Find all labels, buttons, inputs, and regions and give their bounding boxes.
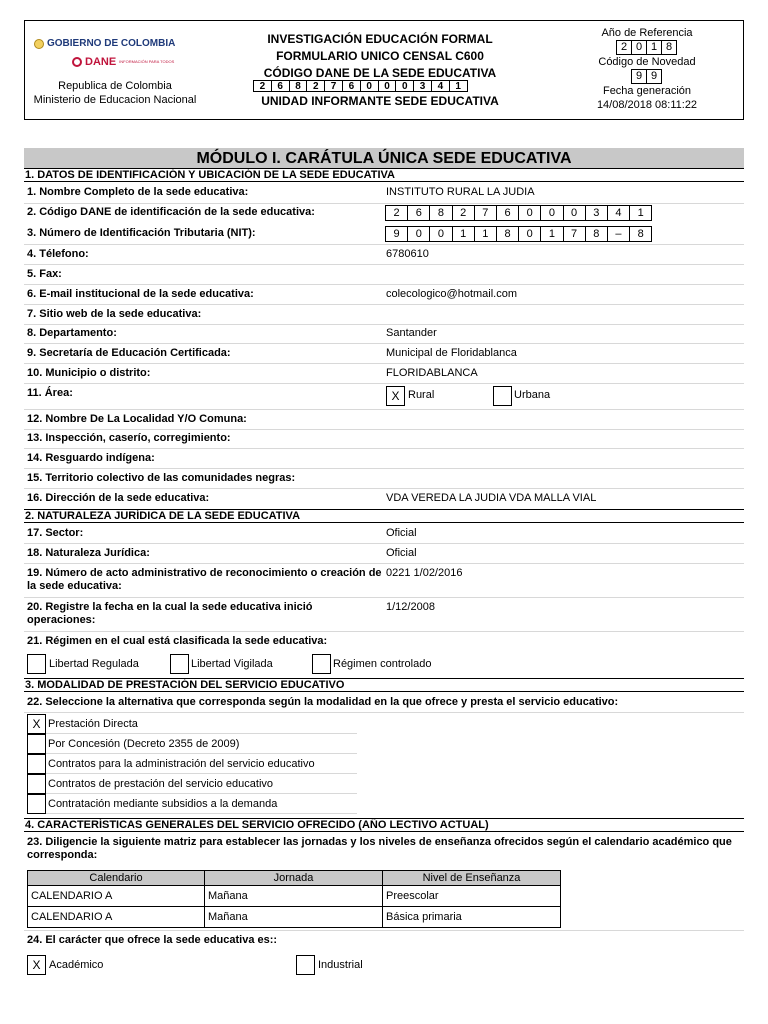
f4-value: 6780610 (386, 248, 429, 260)
row-divider (24, 304, 744, 305)
row-divider (24, 363, 744, 364)
nit-digit-cell: 0 (429, 226, 452, 242)
modalidad-checkbox[interactable] (27, 754, 46, 774)
dane-digit-cell: 6 (342, 80, 361, 92)
dane-digit-cell: 0 (360, 80, 379, 92)
nit-digit-cell: 8 (585, 226, 608, 242)
f12-label: 12. Nombre De La Localidad Y/O Comuna: (27, 413, 247, 425)
dane-digit-cell: 3 (585, 205, 608, 221)
title-unidad: UNIDAD INFORMANTE SEDE EDUCATIVA (261, 94, 499, 108)
cell-nivel: Preescolar (383, 886, 561, 907)
title-codigo: CÓDIGO DANE DE LA SEDE EDUCATIVA (263, 66, 497, 80)
list-item (27, 734, 357, 754)
col-jornada: Jornada (205, 871, 383, 886)
f19-label: 19. Número de acto administrativo de reconocimiento o creación de la sede educativa: (27, 567, 382, 592)
f24-label: 24. El carácter que ofrece la sede educativa es:: (27, 934, 278, 946)
f15-label: 15. Territorio colectivo de las comunidades negras: (27, 472, 296, 484)
dane-digit-cell: 8 (429, 205, 452, 221)
f5-label: 5. Fax: (27, 268, 62, 280)
dane-digit-cell: 3 (413, 80, 432, 92)
modalidad-checkbox[interactable] (27, 734, 46, 754)
dane-digit-cell: 8 (289, 80, 308, 92)
fecha-value: 14/08/2018 08:11:22 (596, 99, 698, 111)
nit-digit-cell: – (607, 226, 630, 242)
seal-icon (34, 39, 44, 49)
f22-label: 22. Seleccione la alternativa que corresponda según la modalidad en la que ofrece y presta el servicio educativo: (27, 696, 619, 708)
cell-nivel: Básica primaria (383, 907, 561, 928)
dane-digit-cell: 2 (385, 205, 408, 221)
f17-label: 17. Sector: (27, 527, 84, 539)
row-divider (24, 429, 744, 430)
list-item (27, 714, 357, 734)
f10-label: 10. Municipio o distrito: (27, 367, 151, 379)
f2-label: 2. Código DANE de identificación de la sede educativa: (27, 206, 315, 218)
f11-label: 11. Área: (27, 387, 73, 399)
libertad-regulada-checkbox[interactable] (27, 654, 46, 674)
nit-digit-cell: 0 (518, 226, 541, 242)
row-divider (24, 631, 744, 632)
libertad-regulada-label: Libertad Regulada (49, 658, 139, 670)
novedad-digit-box: 9 (646, 69, 662, 84)
list-item (27, 794, 357, 814)
novedad-label: Código de Novedad (598, 56, 696, 68)
f17-value: Oficial (386, 527, 417, 539)
header-dane-code (254, 80, 468, 92)
row-divider (24, 563, 744, 564)
modalidad-label: Prestación Directa (48, 718, 138, 730)
f16-value: VDA VEREDA LA JUDIA VDA MALLA VIAL (386, 492, 597, 504)
row-divider (24, 343, 744, 344)
f20-value: 1/12/2008 (386, 601, 435, 613)
dane-digit-cell: 1 (449, 80, 468, 92)
f23-label: 23. Diligencie la siguiente matriz para establecer las jornadas y los niveles de enseñanza ofrecidos según el calendario académico que corresponda: (27, 836, 732, 861)
dane-digit-cell: 1 (629, 205, 652, 221)
f1-value: INSTITUTO RURAL LA JUDIA (386, 186, 535, 198)
row-divider (24, 324, 744, 325)
dane-digit-cell: 7 (324, 80, 343, 92)
nit-digit-cell: 1 (452, 226, 475, 242)
row-divider (24, 203, 744, 204)
dane-digit-cell: 6 (496, 205, 519, 221)
f21-label: 21. Régimen en el cual está clasificada la sede educativa: (27, 635, 328, 647)
f6-label: 6. E-mail institucional de la sede educativa: (27, 288, 254, 300)
modalidad-checkbox[interactable]: X (27, 714, 46, 734)
republica-text: Republica de Colombia (58, 80, 172, 92)
col-calendario: Calendario (28, 871, 205, 886)
form-titles (250, 31, 510, 82)
nit-digit-cell: 1 (474, 226, 497, 242)
list-item (27, 754, 357, 774)
fecha-label: Fecha generación (602, 85, 692, 97)
dane-digit-cell: 0 (395, 80, 414, 92)
row-divider (24, 712, 744, 713)
regimen-controlado-checkbox[interactable] (312, 654, 331, 674)
row-divider (24, 284, 744, 285)
regimen-controlado-label: Régimen controlado (333, 658, 432, 670)
ministerio-text: Ministerio de Educacion Nacional (33, 94, 197, 106)
f9-value: Municipal de Floridablanca (386, 347, 517, 359)
rural-checkbox[interactable]: X (386, 386, 405, 406)
cell-jornada: Mañana (205, 886, 383, 907)
dane-swirl-icon (72, 57, 82, 67)
reference-info (588, 26, 706, 112)
row-divider (24, 543, 744, 544)
f2-dane-digits (386, 205, 652, 221)
academico-checkbox[interactable]: X (27, 955, 46, 975)
dane-digit-cell: 2 (452, 205, 475, 221)
f14-label: 14. Resguardo indígena: (27, 452, 155, 464)
section-4-header: 4. CARACTERÍSTICAS GENERALES DEL SERVICIO OFRECIDO (AÑO LECTIVO ACTUAL) (24, 818, 744, 832)
dane-digit-cell: 7 (474, 205, 497, 221)
f8-value: Santander (386, 327, 437, 339)
libertad-vigilada-label: Libertad Vigilada (191, 658, 273, 670)
dane-digit-cell: 0 (563, 205, 586, 221)
row-divider (24, 488, 744, 489)
row-divider (24, 597, 744, 598)
f4-label: 4. Télefono: (27, 248, 89, 260)
nit-digit-cell: 9 (385, 226, 408, 242)
modalidad-label: Contratación mediante subsidios a la demanda (48, 798, 278, 810)
anio-digit-box: 0 (631, 40, 647, 55)
f3-label: 3. Número de Identificación Tributaria (NIT): (27, 227, 256, 239)
modalidad-label: Por Concesión (Decreto 2355 de 2009) (48, 738, 240, 750)
cell-jornada: Mañana (205, 907, 383, 928)
dane-digit-cell: 0 (540, 205, 563, 221)
f8-label: 8. Departamento: (27, 327, 117, 339)
section-2-header: 2. NATURALEZA JURÍDICA DE LA SEDE EDUCATIVA (24, 509, 744, 523)
section-3-header: 3. MODALIDAD DE PRESTACIÓN DEL SERVICIO EDUCATIVO (24, 678, 744, 692)
title-formulario: FORMULARIO UNICO CENSAL C600 (276, 49, 484, 63)
modalidad-label: Contratos para la administración del servicio educativo (48, 758, 315, 770)
module-title: MÓDULO I. CARÁTULA ÚNICA SEDE EDUCATIVA (24, 148, 744, 168)
dane-digit-cell: 0 (518, 205, 541, 221)
f13-label: 13. Inspección, caserío, corregimiento: (27, 432, 231, 444)
calendar-table (27, 870, 561, 928)
nit-digit-cell: 1 (540, 226, 563, 242)
anio-digit-box: 2 (616, 40, 632, 55)
table-row (28, 907, 561, 928)
row-divider (24, 409, 744, 410)
cell-calendario: CALENDARIO A (28, 886, 205, 907)
dane-logo: DANE INFORMACIÓN PARA TODOS (72, 56, 174, 68)
dane-digit-cell: 6 (271, 80, 290, 92)
cell-calendario: CALENDARIO A (28, 907, 205, 928)
novedad-boxes (632, 69, 662, 84)
novedad-digit-box: 9 (631, 69, 647, 84)
nit-digit-cell: 8 (629, 226, 652, 242)
anio-boxes (617, 40, 677, 55)
f9-label: 9. Secretaría de Educación Certificada: (27, 347, 231, 359)
table-row (28, 886, 561, 907)
nit-digit-cell: 7 (563, 226, 586, 242)
f1-label: 1. Nombre Completo de la sede educativa: (27, 186, 249, 198)
gobierno-logo: GOBIERNO DE COLOMBIA (34, 38, 175, 49)
urbana-checkbox[interactable] (493, 386, 512, 406)
dane-digit-cell: 2 (306, 80, 325, 92)
nit-digit-cell: 0 (407, 226, 430, 242)
f10-value: FLORIDABLANCA (386, 367, 478, 379)
dane-digit-cell: 2 (253, 80, 272, 92)
title-investigacion: INVESTIGACIÓN EDUCACIÓN FORMAL (267, 32, 493, 46)
f16-label: 16. Dirección de la sede educativa: (27, 492, 210, 504)
table-header-row (28, 871, 561, 886)
anio-label: Año de Referencia (601, 27, 693, 39)
col-nivel: Nivel de Enseñanza (383, 871, 561, 886)
urbana-label: Urbana (514, 389, 551, 401)
rural-label: Rural (408, 389, 435, 401)
modalidad-options (27, 714, 357, 814)
row-divider (24, 930, 744, 931)
f19-value: 0221 1/02/2016 (386, 567, 463, 579)
row-divider (24, 468, 744, 469)
f3-nit-digits (386, 226, 652, 242)
f20-label: 20. Registre la fecha en la cual la sede educativa inició operaciones: (27, 601, 313, 626)
industrial-label: Industrial (318, 959, 363, 971)
anio-digit-box: 1 (646, 40, 662, 55)
row-divider (24, 264, 744, 265)
modalidad-checkbox[interactable] (27, 774, 46, 794)
section-1-header: 1. DATOS DE IDENTIFICACIÓN Y UBICACIÓN DE LA SEDE EDUCATIVA (24, 168, 744, 182)
academico-label: Académico (49, 959, 104, 971)
dane-digit-cell: 4 (607, 205, 630, 221)
f6-value: colecologico@hotmail.com (386, 288, 518, 300)
f18-label: 18. Naturaleza Jurídica: (27, 547, 150, 559)
modalidad-label: Contratos de prestación del servicio educativo (48, 778, 274, 790)
row-divider (24, 383, 744, 384)
dane-digit-cell: 0 (378, 80, 397, 92)
dane-digit-cell: 4 (431, 80, 450, 92)
issuer (24, 79, 206, 107)
nit-digit-cell: 8 (496, 226, 519, 242)
list-item (27, 774, 357, 794)
row-divider (24, 448, 744, 449)
modalidad-checkbox[interactable] (27, 794, 46, 814)
dane-digit-cell: 6 (407, 205, 430, 221)
anio-digit-box: 8 (661, 40, 677, 55)
industrial-checkbox[interactable] (296, 955, 315, 975)
libertad-vigilada-checkbox[interactable] (170, 654, 189, 674)
f7-label: 7. Sitio web de la sede educativa: (27, 308, 202, 320)
row-divider (24, 244, 744, 245)
f18-value: Oficial (386, 547, 417, 559)
